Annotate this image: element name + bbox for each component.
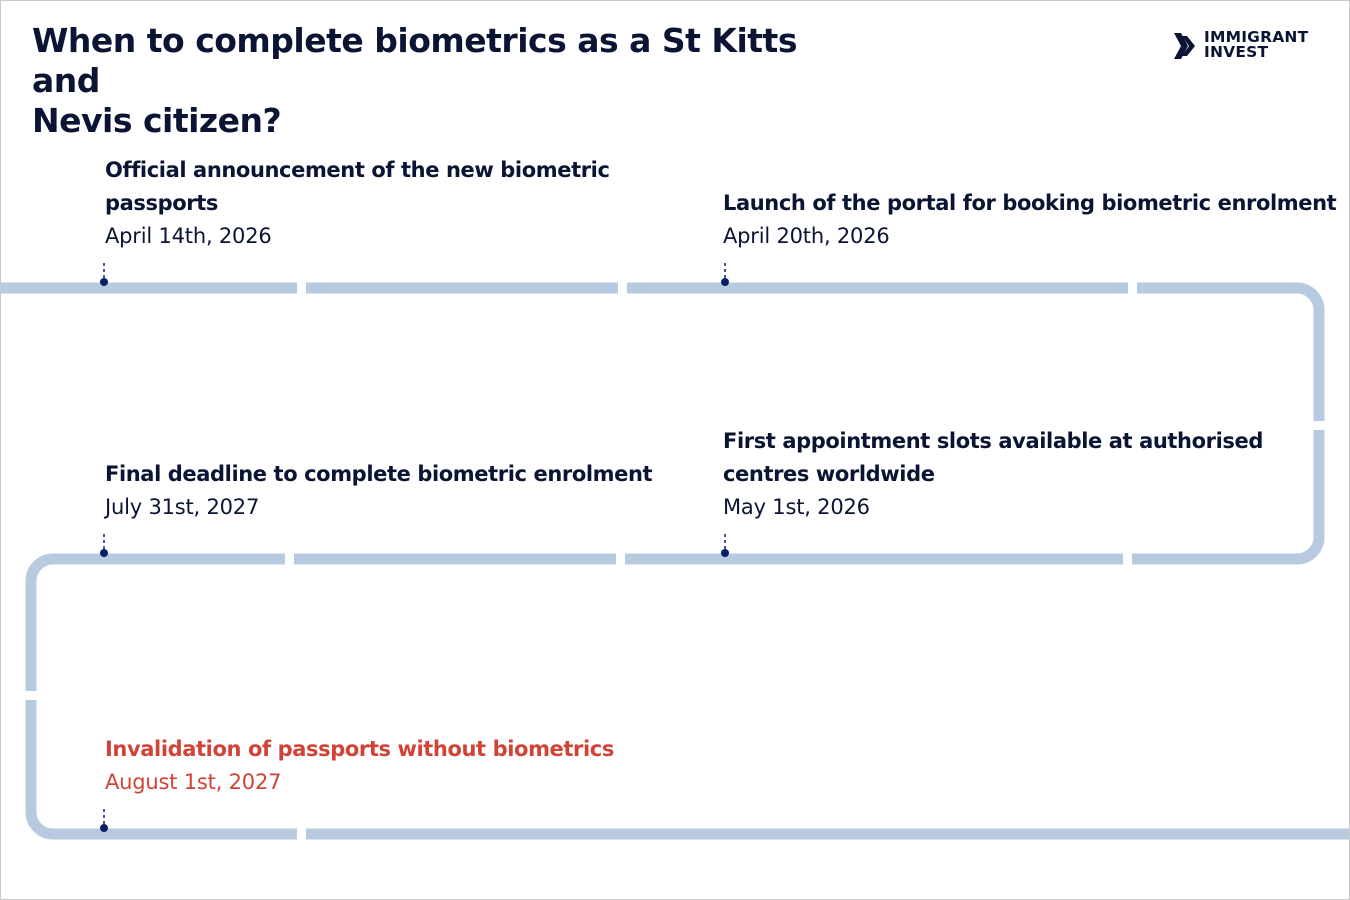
track-segment xyxy=(31,559,285,691)
milestone-label-line: Launch of the portal for booking biometric enrolment xyxy=(723,191,1337,215)
logo-line-2: INVEST xyxy=(1204,43,1269,61)
title-line-2: Nevis citizen? xyxy=(32,101,282,140)
milestone-date: April 14th, 2026 xyxy=(105,224,272,248)
milestone-dot xyxy=(100,824,108,832)
milestone-label-line: centres worldwide xyxy=(723,462,935,486)
milestone-dot xyxy=(721,278,729,286)
logo-line-1: IMMIGRANT xyxy=(1204,28,1309,46)
milestone-first-appointments xyxy=(723,425,1283,524)
milestone-label-line: Invalidation of passports without biometrics xyxy=(105,737,614,761)
milestone-date: May 1st, 2026 xyxy=(723,495,870,519)
milestone-dot xyxy=(100,549,108,557)
milestone-date: July 31st, 2027 xyxy=(105,495,260,519)
milestone-final-deadline xyxy=(105,458,685,524)
milestone-label xyxy=(105,154,625,220)
milestone-label-line: passports xyxy=(105,191,218,215)
track-segment xyxy=(1137,288,1319,421)
title-line-1: When to complete biometrics as a St Kitts and xyxy=(32,21,797,100)
milestone-label xyxy=(723,425,1283,491)
milestone-label-line: Official announcement of the new biometric xyxy=(105,158,610,182)
milestone-portal-launch xyxy=(723,187,1343,253)
milestone-date: August 1st, 2027 xyxy=(105,770,282,794)
milestone-passport-invalidation xyxy=(105,733,685,799)
milestone-label xyxy=(723,187,1343,220)
milestone-date: April 20th, 2026 xyxy=(723,224,890,248)
milestone-label-line: Final deadline to complete biometric enrolment xyxy=(105,462,653,486)
milestone-label xyxy=(105,733,685,766)
milestone-dot xyxy=(100,278,108,286)
milestone-label-line: First appointment slots available at authorised xyxy=(723,429,1263,453)
milestone-official-announcement xyxy=(105,154,625,253)
milestone-dot xyxy=(721,549,729,557)
milestone-label xyxy=(105,458,685,491)
